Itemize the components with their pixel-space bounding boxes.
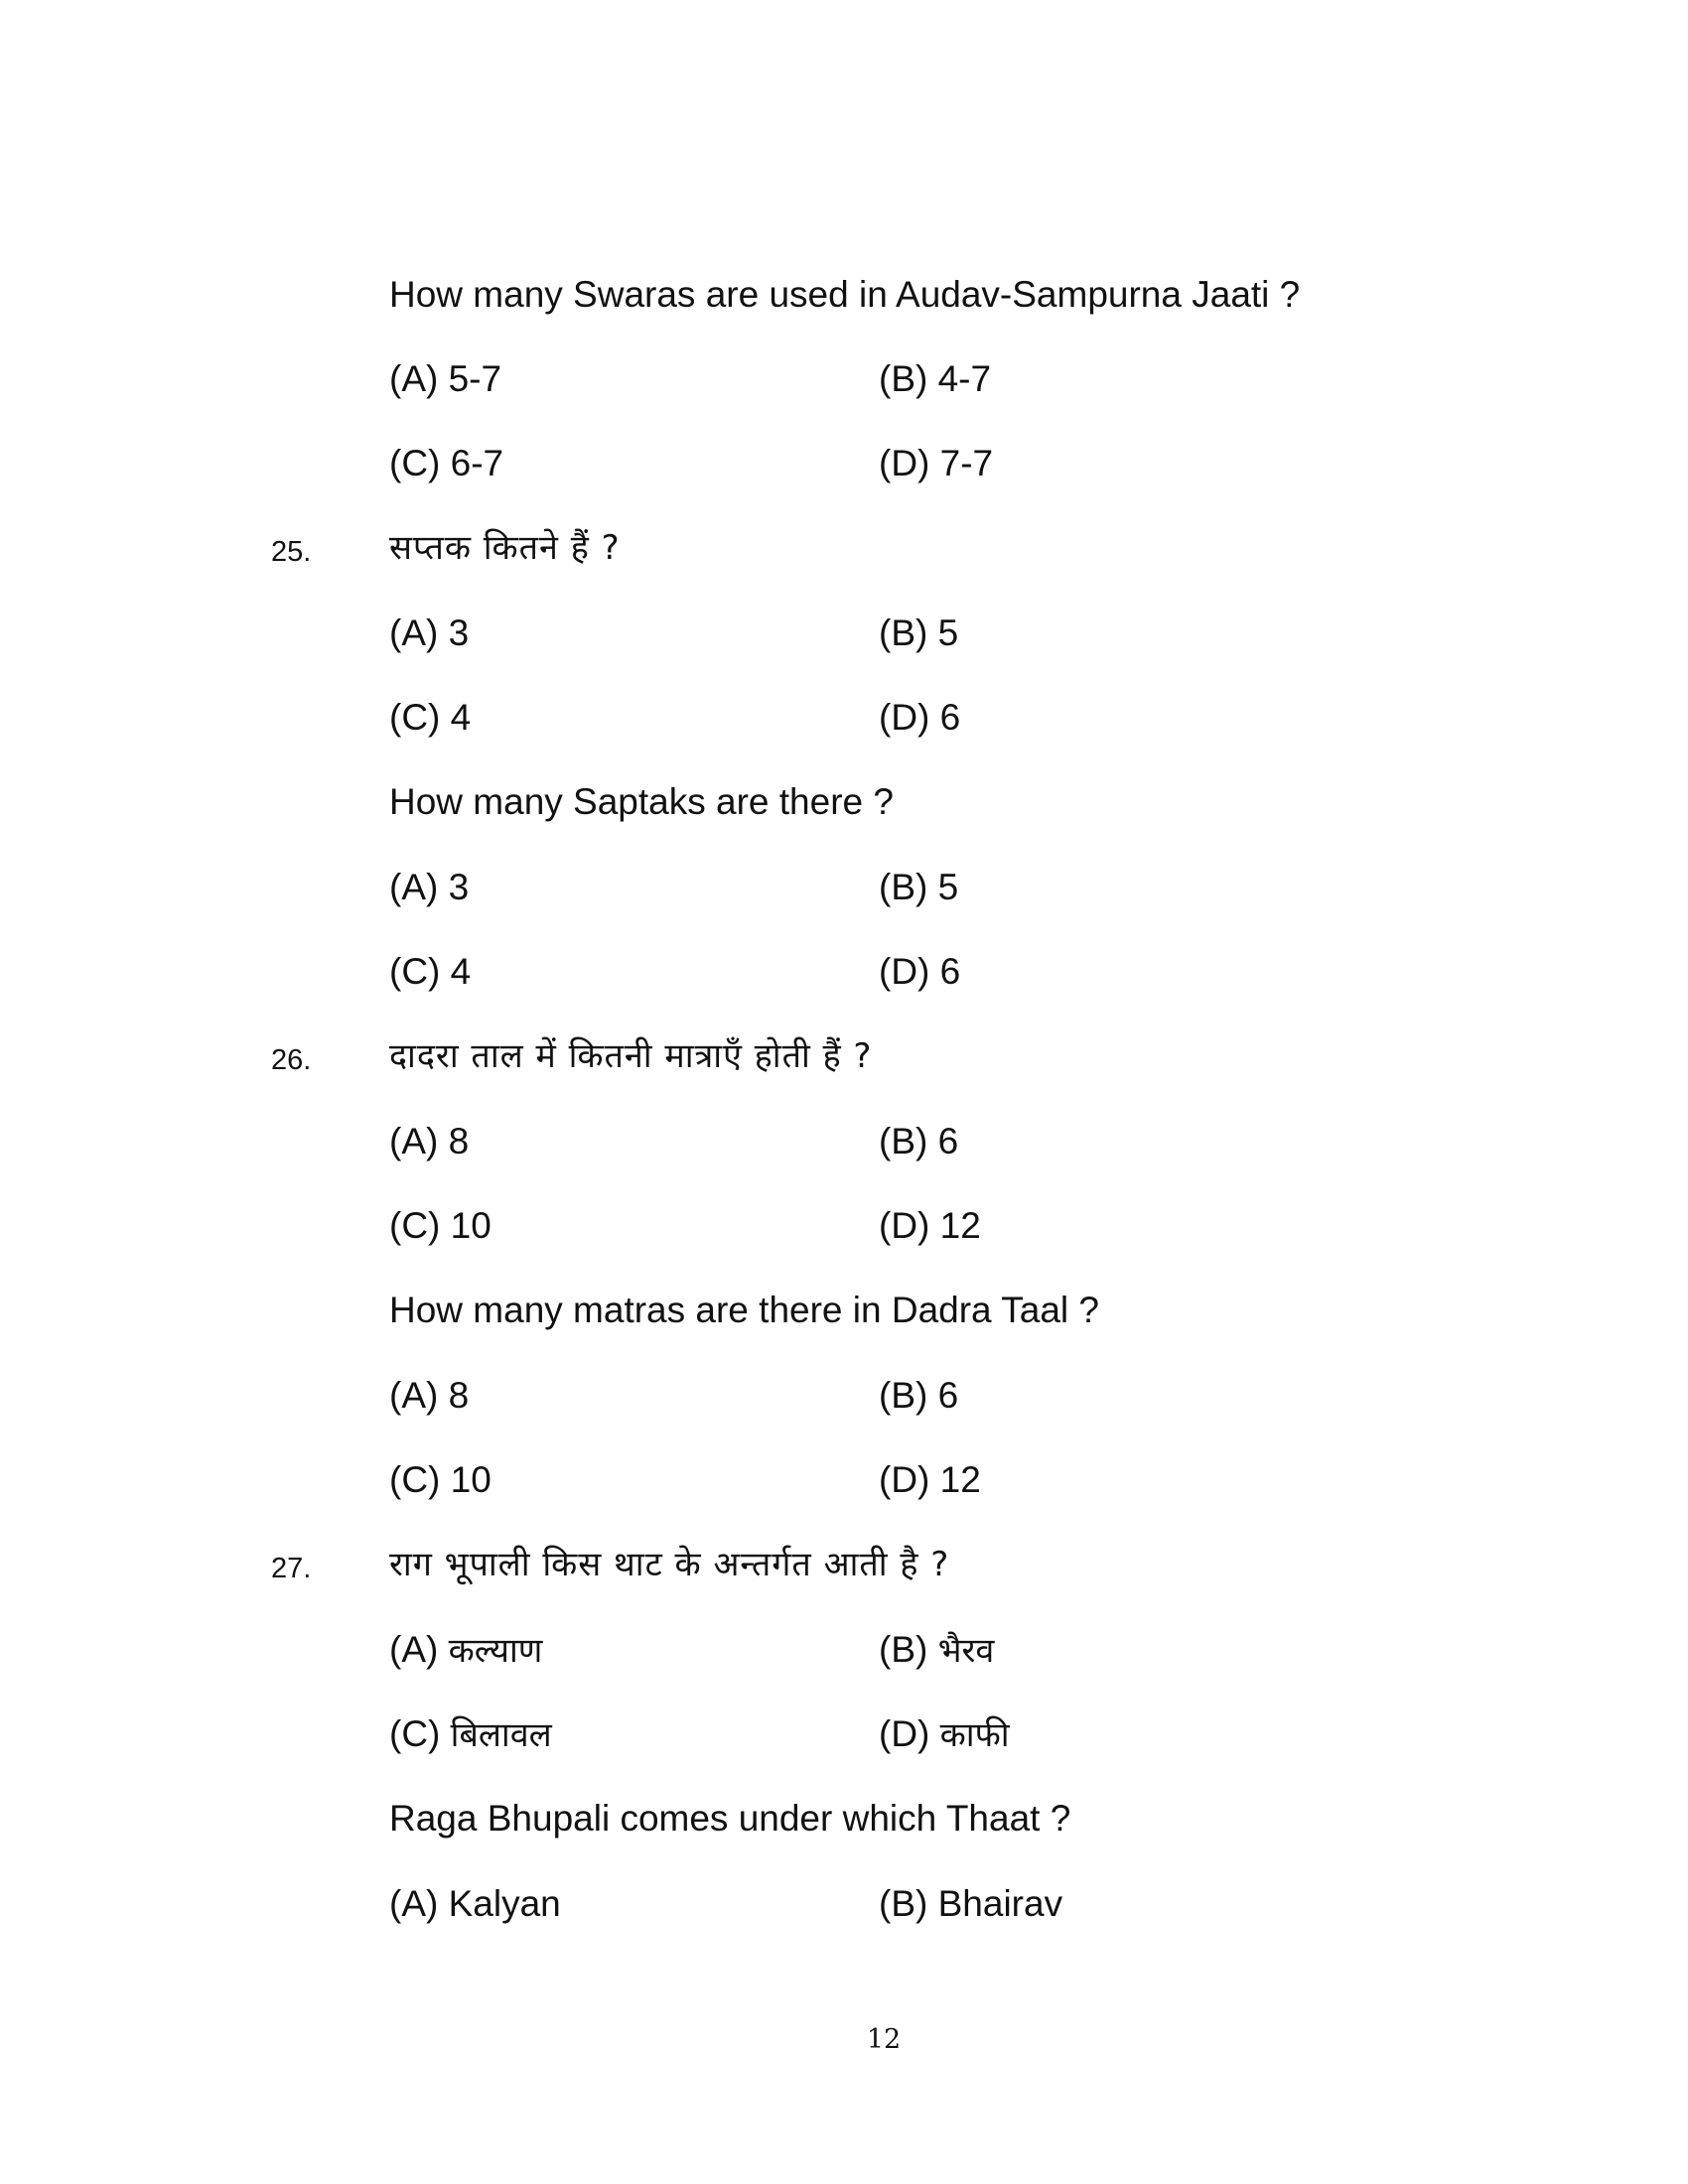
option-key: (B) (879, 1121, 928, 1161)
question-26-en-options-row-2 (0, 1458, 1688, 1502)
question-25-hi-options-row-1 (0, 612, 1688, 655)
question-26-prompt-hi-row (0, 1034, 1688, 1078)
option-c (389, 1204, 492, 1248)
option-b (879, 1374, 958, 1418)
option-value: 7-7 (939, 443, 994, 483)
option-a (389, 866, 469, 909)
option-key: (C) (389, 951, 441, 992)
question-25-en-options-row-2 (0, 950, 1688, 994)
option-value: 4 (450, 697, 472, 738)
option-value: 8 (448, 1375, 470, 1416)
option-key: (B) (879, 613, 928, 653)
question-25-hi-options-row-2 (0, 696, 1688, 740)
option-key: (D) (879, 443, 930, 483)
option-b (879, 612, 958, 655)
option-key: (B) (879, 1375, 928, 1416)
option-key: (C) (389, 443, 441, 483)
option-key: (A) (389, 613, 439, 653)
option-key: (C) (389, 1205, 441, 1246)
option-value: 4-7 (937, 358, 992, 399)
option-value: Kalyan (448, 1883, 561, 1924)
option-value: 12 (939, 1205, 981, 1246)
option-c (389, 442, 503, 485)
question-27-prompt-en-row (0, 1797, 1688, 1841)
question-prompt-en: How many Swaras are used in Audav-Sampurna Jaati ? (389, 274, 1301, 315)
question-25-prompt-hi-row (0, 526, 1688, 570)
option-d (879, 1712, 1010, 1757)
option-key: (C) (389, 1713, 441, 1754)
option-key: (D) (879, 1713, 930, 1754)
option-key: (A) (389, 1629, 439, 1670)
option-value: 6 (937, 1121, 959, 1161)
option-key: (D) (879, 1459, 930, 1500)
question-27-hi-options-row-1 (0, 1628, 1688, 1672)
question-prompt-en: Raga Bhupali comes under which Thaat ? (389, 1798, 1071, 1839)
option-key: (A) (389, 1375, 439, 1416)
question-prompt-en: How many matras are there in Dadra Taal ? (389, 1290, 1099, 1330)
option-value: 12 (939, 1459, 981, 1500)
option-key: (C) (389, 697, 441, 738)
option-value: भैरव (937, 1631, 995, 1671)
question-27-hi-options-row-2 (0, 1712, 1688, 1756)
option-value: 6 (937, 1375, 959, 1416)
option-value: 5-7 (448, 358, 502, 399)
question-number: 25. (271, 536, 312, 568)
question-26-hi-options-row-2 (0, 1204, 1688, 1248)
option-key: (A) (389, 867, 439, 907)
option-key: (A) (389, 1121, 439, 1161)
question-prompt-hi: दादरा ताल में कितनी मात्राएँ होती हैं ? (389, 1036, 873, 1076)
option-a (389, 612, 469, 655)
option-value: 10 (450, 1459, 492, 1500)
option-value: 3 (448, 613, 470, 653)
option-d (879, 950, 960, 994)
option-value: 3 (448, 867, 470, 907)
option-b (879, 1882, 1062, 1926)
option-a (389, 1628, 542, 1673)
option-value: 10 (450, 1205, 492, 1246)
option-c (389, 1458, 492, 1502)
option-value: 4 (450, 951, 472, 992)
option-value: काफी (939, 1715, 1010, 1755)
option-value: 6 (939, 951, 961, 992)
option-key: (B) (879, 358, 928, 399)
option-d (879, 1458, 981, 1502)
option-d (879, 1204, 981, 1248)
question-25-prompt-en-row (0, 780, 1688, 824)
question-27-en-options-row-1 (0, 1882, 1688, 1926)
option-value: 5 (937, 867, 959, 907)
option-a (389, 1882, 561, 1926)
option-d (879, 442, 993, 485)
page-number: 12 (866, 2024, 902, 2055)
option-key: (B) (879, 1883, 928, 1924)
option-key: (A) (389, 1883, 439, 1924)
option-value: 6-7 (450, 443, 504, 483)
option-key: (D) (879, 1205, 930, 1246)
option-d (879, 696, 960, 740)
question-prompt-hi: राग भूपाली किस थाट के अन्तर्गत आती है ? (389, 1545, 950, 1584)
option-value: बिलावल (450, 1715, 552, 1755)
option-value: 6 (939, 697, 961, 738)
option-b (879, 357, 991, 401)
option-a (389, 1120, 469, 1163)
option-a (389, 357, 501, 401)
question-24-options-row-1 (0, 357, 1688, 401)
option-key: (B) (879, 1629, 928, 1670)
option-b (879, 866, 958, 909)
option-key: (B) (879, 867, 928, 907)
option-b (879, 1628, 994, 1673)
option-a (389, 1374, 469, 1418)
question-number: 26. (271, 1044, 312, 1076)
option-key: (D) (879, 951, 930, 992)
question-24-prompt-en-row (0, 273, 1688, 317)
option-key: (C) (389, 1459, 441, 1500)
question-prompt-hi: सप्तक कितने हैं ? (389, 528, 621, 568)
option-b (879, 1120, 958, 1163)
option-value: 5 (937, 613, 959, 653)
option-value: Bhairav (937, 1883, 1063, 1924)
question-24-options-row-2 (0, 442, 1688, 485)
question-number: 27. (271, 1553, 312, 1584)
question-26-en-options-row-1 (0, 1374, 1688, 1418)
option-key: (D) (879, 697, 930, 738)
option-c (389, 1712, 552, 1757)
question-25-en-options-row-1 (0, 866, 1688, 909)
option-key: (A) (389, 358, 439, 399)
option-c (389, 696, 471, 740)
question-prompt-en: How many Saptaks are there ? (389, 781, 894, 822)
option-value: कल्याण (448, 1631, 543, 1671)
option-c (389, 950, 471, 994)
question-26-prompt-en-row (0, 1289, 1688, 1332)
question-26-hi-options-row-1 (0, 1120, 1688, 1163)
question-27-prompt-hi-row (0, 1543, 1688, 1586)
option-value: 8 (448, 1121, 470, 1161)
